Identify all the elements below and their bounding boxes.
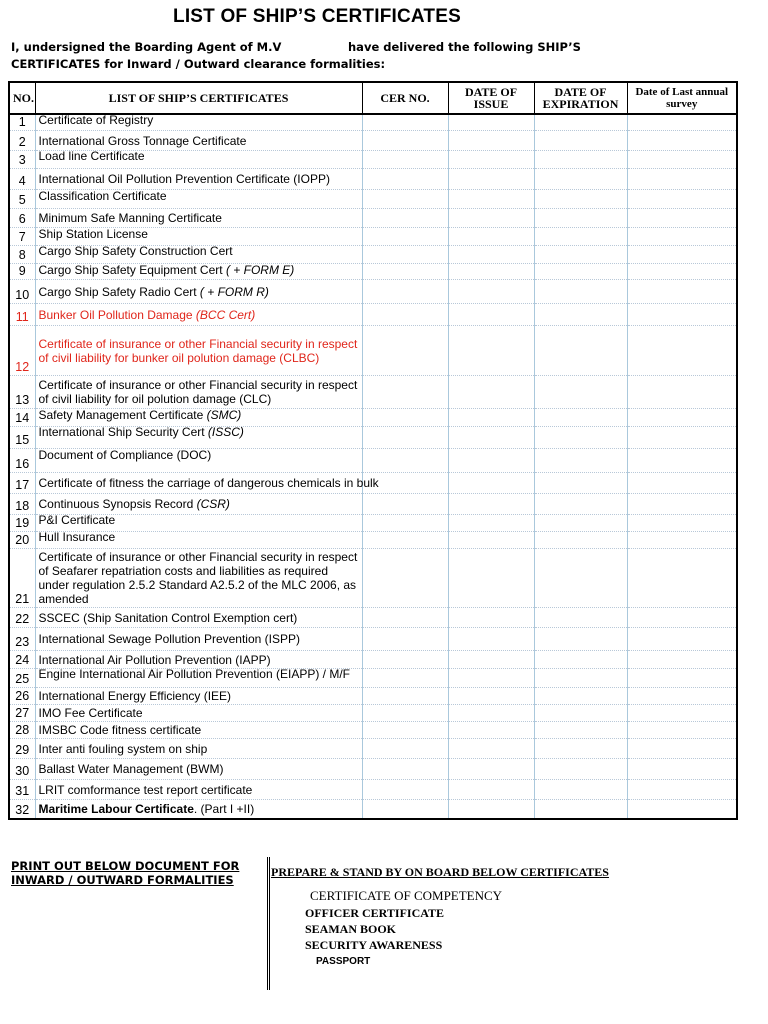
last-survey-cell[interactable] [627,800,737,819]
cer-no-cell[interactable] [362,427,448,449]
last-survey-cell[interactable] [627,449,737,473]
certificate-label: Certificate of insurance or other Financial security in respect of Seafarer repatriation costs and liabilities as required under regulation 2.5.2 Standard A2.5.2 of the MLC 2006, as amended [38,550,358,606]
header-date-of-expiration: DATE OF EXPIRATION [534,82,627,114]
header-cer-no: CER NO. [362,82,448,114]
table-row [9,628,737,651]
issue-date-cell[interactable] [448,209,534,228]
cer-no-cell[interactable] [362,326,448,376]
cer-no-cell[interactable] [362,409,448,427]
expiration-date-cell[interactable] [534,780,627,800]
last-survey-cell[interactable] [627,473,737,494]
expiration-date-cell[interactable] [534,628,627,651]
last-survey-cell[interactable] [627,722,737,739]
issue-date-cell[interactable] [448,169,534,190]
table-row [9,264,737,280]
issue-date-cell[interactable] [448,759,534,780]
issue-date-cell[interactable] [448,326,534,376]
row-number: 3 [9,151,35,169]
issue-date-cell[interactable] [448,688,534,705]
row-number: 20 [9,532,35,549]
certificate-label: International Energy Efficiency (IEE) [38,689,232,703]
certificate-suffix: (BCC Cert) [192,307,256,322]
header-list: LIST OF SHIP’S CERTIFICATES [35,82,362,114]
cer-no-cell[interactable] [362,532,448,549]
row-number: 29 [9,739,35,759]
table-row [9,449,737,473]
certificate-label: Bunker Oil Pollution Damage [38,307,193,322]
issue-date-cell[interactable] [448,494,534,515]
issue-date-cell[interactable] [448,131,534,151]
table-row [9,169,737,190]
issue-date-cell[interactable] [448,151,534,169]
certificate-label: Certificate of Registry [38,113,154,127]
row-number: 23 [9,628,35,651]
cer-no-cell[interactable] [362,449,448,473]
expiration-date-cell[interactable] [534,326,627,376]
last-survey-cell[interactable] [627,651,737,669]
certificate-name [35,608,362,628]
issue-date-cell[interactable] [448,246,534,264]
cer-no-cell[interactable] [362,628,448,651]
certificate-label: Hull Insurance [38,530,116,544]
row-number: 8 [9,246,35,264]
table-row [9,705,737,722]
expiration-date-cell[interactable] [534,304,627,326]
row-number: 15 [9,427,35,449]
row-number: 13 [9,376,35,409]
certificate-label: International Ship Security Cert [38,425,205,439]
row-number: 24 [9,651,35,669]
table-row [9,376,737,409]
certificate-name [35,532,362,549]
certificate-label: Engine International Air Pollution Prevention (EIAPP) / M/F [38,667,350,681]
cer-no-cell[interactable] [362,759,448,780]
intro-line-2: CERTIFICATES for Inward / Outward clearance formalities: [11,57,386,71]
certificate-name [35,449,362,473]
issue-date-cell[interactable] [448,409,534,427]
certificate-name [35,473,379,494]
expiration-date-cell[interactable] [534,169,627,190]
cer-no-cell[interactable] [362,722,448,739]
certificate-suffix: (CSR) [193,497,230,511]
row-number: 11 [9,304,35,326]
last-survey-cell[interactable] [627,264,737,280]
certificate-name [35,131,362,151]
last-survey-cell[interactable] [627,427,737,449]
cer-no-cell[interactable] [362,705,448,722]
cer-no-cell[interactable] [362,114,448,131]
last-survey-cell[interactable] [627,190,737,209]
expiration-date-cell[interactable] [534,669,627,688]
issue-date-cell[interactable] [448,800,534,819]
expiration-date-cell[interactable] [534,688,627,705]
table-row [9,326,737,376]
cer-no-cell[interactable] [362,376,448,409]
cer-no-cell[interactable] [362,280,448,304]
certificate-name [35,151,362,169]
expiration-date-cell[interactable] [534,376,627,409]
certificate-name [35,669,362,688]
certificate-label: IMSBC Code fitness certificate [38,723,202,737]
certificate-name [35,304,362,326]
issue-date-cell[interactable] [448,651,534,669]
expiration-date-cell[interactable] [534,722,627,739]
expiration-date-cell[interactable] [534,264,627,280]
certificate-label: Certificate of fitness the carriage of dangerous chemicals in bulk [38,476,379,490]
issue-date-cell[interactable] [448,280,534,304]
certificate-label: P&I Certificate [38,513,116,527]
prepare-heading: PREPARE & STAND BY ON BOARD BELOW CERTIFICATES [271,865,609,879]
table-row [9,304,737,326]
expiration-date-cell[interactable] [534,515,627,532]
certificate-name [35,169,362,190]
expiration-date-cell[interactable] [534,549,627,608]
table-row [9,494,737,515]
row-number: 5 [9,190,35,209]
cer-no-cell[interactable] [362,608,448,628]
certificate-label: Inter anti fouling system on ship [38,741,208,756]
last-survey-cell[interactable] [627,759,737,780]
cer-no-cell[interactable] [362,494,448,515]
certificate-label: International Oil Pollution Prevention Certificate (IOPP) [38,172,330,186]
header-date-of-issue: DATE OF ISSUE [448,82,534,114]
expiration-date-cell[interactable] [534,494,627,515]
cer-no-cell[interactable] [362,209,448,228]
expiration-date-cell[interactable] [534,705,627,722]
certificate-label: International Gross Tonnage Certificate [38,133,247,148]
expiration-date-cell[interactable] [534,800,627,819]
certificate-name [35,326,362,376]
row-number: 26 [9,688,35,705]
table-row [9,608,737,628]
onboard-item-seaman-book: SEAMAN BOOK [305,922,397,936]
certificate-label: International Sewage Pollution Prevention (ISPP) [38,632,300,646]
last-survey-cell[interactable] [627,209,737,228]
last-survey-cell[interactable] [627,705,737,722]
certificate-name [35,246,362,264]
certificate-name [35,228,362,246]
certificate-label: Document of Compliance (DOC) [38,448,212,462]
row-number: 6 [9,209,35,228]
certificate-name [35,780,362,800]
onboard-item-security: SECURITY AWARENESS [305,938,443,952]
cer-no-cell[interactable] [362,549,448,608]
certificate-label: Cargo Ship Safety Construction Cert [38,244,233,258]
row-number: 19 [9,515,35,532]
certificate-name [35,759,362,780]
table-row [9,228,737,246]
cer-no-cell[interactable] [362,169,448,190]
cer-no-cell[interactable] [362,669,448,688]
expiration-date-cell[interactable] [534,651,627,669]
issue-date-cell[interactable] [448,739,534,759]
last-survey-cell[interactable] [627,151,737,169]
page-title: LIST OF SHIP’S CERTIFICATES [173,6,461,27]
vertical-divider [267,857,270,990]
certificate-label: Certificate of insurance or other Financial security in respect of civil liability for bunker oil polution damage (CLBC) [38,336,358,365]
cer-no-cell[interactable] [362,264,448,280]
issue-date-cell[interactable] [448,515,534,532]
issue-date-cell[interactable] [448,264,534,280]
expiration-date-cell[interactable] [534,739,627,759]
table-row [9,473,737,494]
table-row [9,669,737,688]
issue-date-cell[interactable] [448,722,534,739]
last-survey-cell[interactable] [627,376,737,409]
row-number: 16 [9,449,35,473]
table-row [9,549,737,608]
certificates-table [8,81,738,820]
certificate-name [35,722,362,739]
last-survey-cell[interactable] [627,131,737,151]
expiration-date-cell[interactable] [534,409,627,427]
issue-date-cell[interactable] [448,532,534,549]
cer-no-cell[interactable] [362,780,448,800]
onboard-item-passport: PASSPORT [316,956,371,967]
table-row [9,190,737,209]
expiration-date-cell[interactable] [534,280,627,304]
issue-date-cell[interactable] [448,449,534,473]
row-number: 9 [9,264,35,280]
expiration-date-cell[interactable] [534,114,627,131]
last-survey-cell[interactable] [627,608,737,628]
issue-date-cell[interactable] [448,608,534,628]
row-number: 32 [9,800,35,819]
last-survey-cell[interactable] [627,246,737,264]
certificate-suffix: (ISSC) [204,425,244,439]
intro-line-1 [11,40,581,54]
issue-date-cell[interactable] [448,427,534,449]
certificate-label: Continuous Synopsis Record [38,497,194,511]
certificate-label: Load line Certificate [38,149,145,163]
certificate-name [35,114,362,131]
row-number: 1 [9,114,35,131]
last-survey-cell[interactable] [627,494,737,515]
row-number: 18 [9,494,35,515]
cer-no-cell[interactable] [362,739,448,759]
table-row [9,409,737,427]
cer-no-cell[interactable] [362,228,448,246]
issue-date-cell[interactable] [448,473,534,494]
onboard-item-officer: OFFICER CERTIFICATE [305,906,445,920]
certificate-name [35,628,362,651]
last-survey-cell[interactable] [627,688,737,705]
certificate-name [35,264,362,280]
certificate-label: Maritime Labour Certificate [38,801,194,816]
issue-date-cell[interactable] [448,376,534,409]
last-survey-cell[interactable] [627,409,737,427]
table-row [9,246,737,264]
issue-date-cell[interactable] [448,549,534,608]
row-number: 22 [9,608,35,628]
certificate-label: Cargo Ship Safety Radio Cert [38,284,197,299]
row-number: 30 [9,759,35,780]
row-number: 28 [9,722,35,739]
certificate-label: Ballast Water Management (BWM) [38,762,224,776]
table-row [9,427,737,449]
header-no: NO. [9,82,35,114]
intro-part-2: have delivered the following SHIP’S [348,40,581,54]
expiration-date-cell[interactable] [534,151,627,169]
certificate-suffix: (SMC) [203,408,242,422]
cer-no-cell[interactable] [362,190,448,209]
expiration-date-cell[interactable] [534,228,627,246]
table-row [9,722,737,739]
expiration-date-cell[interactable] [534,131,627,151]
row-number: 10 [9,280,35,304]
issue-date-cell[interactable] [448,628,534,651]
certificate-label: Safety Management Certificate [38,408,204,422]
certificate-suffix: ( + FORM R) [196,284,269,299]
last-survey-cell[interactable] [627,515,737,532]
expiration-date-cell[interactable] [534,427,627,449]
cer-no-cell[interactable] [362,304,448,326]
expiration-date-cell[interactable] [534,209,627,228]
issue-date-cell[interactable] [448,190,534,209]
last-survey-cell[interactable] [627,114,737,131]
print-out-heading: PRINT OUT BELOW DOCUMENT FOR INWARD / OUTWARD FORMALITIES [11,859,240,887]
issue-date-cell[interactable] [448,669,534,688]
certificate-name [35,800,362,819]
issue-date-cell[interactable] [448,304,534,326]
certificate-name [35,494,362,515]
row-number: 12 [9,326,35,376]
table-row [9,800,737,819]
header-last-annual-survey: Date of Last annual survey [627,82,737,114]
expiration-date-cell[interactable] [534,190,627,209]
row-number: 31 [9,780,35,800]
row-number: 7 [9,228,35,246]
last-survey-cell[interactable] [627,532,737,549]
certificate-name [35,209,362,228]
last-survey-cell[interactable] [627,169,737,190]
certificate-label: Ship Station License [38,227,148,241]
table-row [9,280,737,304]
certificate-name [35,376,362,409]
expiration-date-cell[interactable] [534,246,627,264]
certificate-name [35,739,362,759]
cer-no-cell[interactable] [362,800,448,819]
certificate-suffix: ( + FORM E) [222,263,295,277]
table-row [9,532,737,549]
table-row [9,515,737,532]
issue-date-cell[interactable] [448,705,534,722]
row-number: 21 [9,549,35,608]
table-header-row [9,82,737,114]
table-row [9,739,737,759]
expiration-date-cell[interactable] [534,532,627,549]
intro-part-1: I, undersigned the Boarding Agent of M.V [11,40,282,54]
table-row [9,131,737,151]
certificate-name [35,705,362,722]
table-row [9,151,737,169]
cer-no-cell[interactable] [362,246,448,264]
cer-no-cell[interactable] [362,131,448,151]
certificates-table-body [9,114,737,819]
certificate-name [35,190,362,209]
issue-date-cell[interactable] [448,780,534,800]
row-number: 2 [9,131,35,151]
expiration-date-cell[interactable] [534,759,627,780]
table-row [9,209,737,228]
row-number: 4 [9,169,35,190]
certificate-label: Minimum Safe Manning Certificate [38,211,222,225]
cer-no-cell[interactable] [362,688,448,705]
certificate-name [35,427,362,449]
row-number: 14 [9,409,35,427]
row-number: 27 [9,705,35,722]
certificate-label: IMO Fee Certificate [38,706,143,720]
certificate-label: Cargo Ship Safety Equipment Cert [38,263,223,277]
last-survey-cell[interactable] [627,326,737,376]
table-row [9,688,737,705]
last-survey-cell[interactable] [627,280,737,304]
last-survey-cell[interactable] [627,228,737,246]
last-survey-cell[interactable] [627,669,737,688]
table-row [9,759,737,780]
table-row [9,651,737,669]
certificate-name [35,409,362,427]
table-row [9,114,737,131]
certificate-name [35,549,362,608]
certificate-name [35,651,362,669]
table-row [9,780,737,800]
certificate-label: Classification Certificate [38,189,167,203]
row-number: 25 [9,669,35,688]
expiration-date-cell[interactable] [534,473,627,494]
issue-date-cell[interactable] [448,114,534,131]
certificate-label: Certificate of insurance or other Financial security in respect of civil liability for oil polution damage (CLC) [38,378,358,406]
last-survey-cell[interactable] [627,549,737,608]
certificate-name [35,280,362,304]
issue-date-cell[interactable] [448,228,534,246]
certificate-name [35,688,362,705]
last-survey-cell[interactable] [627,304,737,326]
cer-no-cell[interactable] [362,515,448,532]
onboard-item-competency: CERTIFICATE OF COMPETENCY [310,888,503,903]
certificate-label: LRIT comformance test report certificate [38,782,253,797]
certificate-name [35,515,362,532]
row-number: 17 [9,473,35,494]
expiration-date-cell[interactable] [534,608,627,628]
last-survey-cell[interactable] [627,628,737,651]
certificate-label: International Air Pollution Prevention (IAPP) [38,652,271,667]
expiration-date-cell[interactable] [534,449,627,473]
certificate-label: SSCEC (Ship Sanitation Control Exemption cert) [38,610,298,625]
cer-no-cell[interactable] [362,651,448,669]
last-survey-cell[interactable] [627,739,737,759]
cer-no-cell[interactable] [362,151,448,169]
certificate-suffix: . (Part I +II) [193,801,255,816]
last-survey-cell[interactable] [627,780,737,800]
